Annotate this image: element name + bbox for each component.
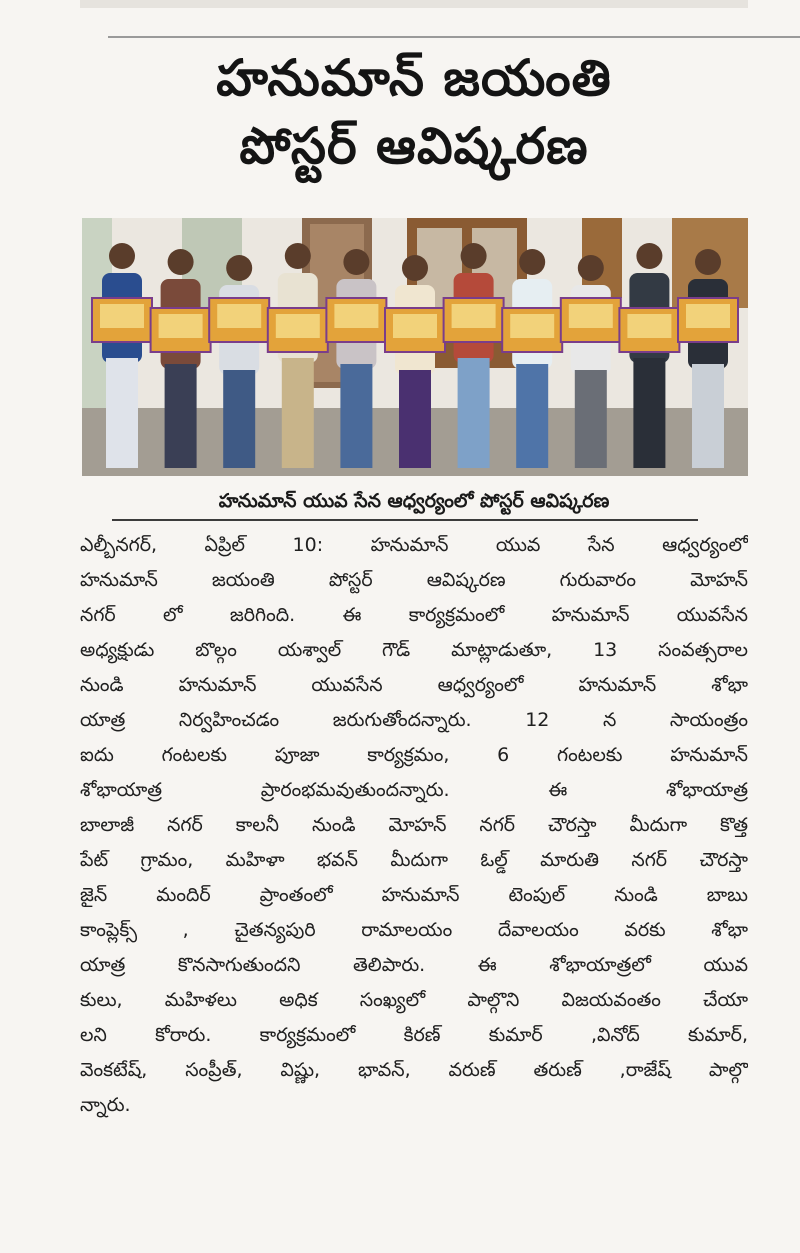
article-line: ఐదు గంటలకు పూజా కార్యక్రమం, 6 గంటలకు హనుమాన్ [80,744,748,766]
article-line: జైన్ మందిర్ ప్రాంతంలో హనుమాన్ టెంపుల్ నుండి బాబు [80,884,748,906]
article-line: హనుమాన్ జయంతి పోస్టర్ ఆవిష్కరణ గురువారం మోహన్ [80,569,748,591]
article-line: లని కోరారు. కార్యక్రమంలో కిరణ్ కుమార్ ,వినోద్ కుమార్, [80,1024,748,1046]
article-line: నుండి హనుమాన్ యువసేన ఆధ్వర్యంలో హనుమాన్ శోభా [80,674,748,696]
article-line: శోభాయాత్ర ప్రారంభమవుతుందన్నారు. ఈ శోభాయాత్ర [80,779,748,801]
article-line: కాంప్లెక్స్ , చైతన్యపురి రామాలయం దేవాలయం వరకు శోభా [80,919,748,941]
article-line: యాత్ర కొనసాగుతుందని తెలిపారు. ఈ శోభాయాత్రలో యువ [80,954,748,976]
headline-line-2: పోస్టర్ ఆవిష్కరణ [239,117,589,175]
article-line: యాత్ర నిర్వహించడం జరుగుతోందన్నారు. 12 న సాయంత్రం [80,709,748,731]
group-photo [82,218,748,476]
group-photo-icon [82,218,748,476]
article-line: కులు, మహిళలు అధిక సంఖ్యలో పాల్గొని విజయవంతం చేయా [80,989,748,1011]
caption-rule [112,519,698,521]
article-line: న్నారు. [80,1094,131,1116]
article-line: వెంకటేష్, సంప్రీత్, విష్ణు, భావన్, వరుణ్ తరుణ్ ,రాజేష్ పాల్గొ [80,1059,748,1081]
top-strip [80,0,748,8]
headline-line-1: హనుమాన్ జయంతి [216,49,612,107]
article-line: ఎల్బీనగర్, ఏప్రిల్ 10: హనుమాన్ యువ సేన ఆధ్వర్యంలో [80,534,748,556]
headline [80,44,748,180]
article-line: అధ్యక్షుడు బొల్గం యశ్వాల్ గౌడ్ మాట్లాడుతూ, 13 సంవత్సరాల [80,639,748,661]
article-body [80,528,748,1123]
article-line: పేట్ గ్రామం, మహిళా భవన్ మీదుగా ఓల్డ్ మారుతి నగర్ చౌరస్తా [80,849,748,871]
article-line: బాలాజీ నగర్ కాలనీ నుండి మోహన్ నగర్ చౌరస్తా మీదుగా కొత్త [80,814,748,836]
photo-caption: హనుమాన్ యువ సేన ఆధ్వర్యంలో పోస్టర్ ఆవిష్కరణ [218,490,610,512]
top-rule [108,36,800,38]
article-line: నగర్ లో జరిగింది. ఈ కార్యక్రమంలో హనుమాన్ యువసేన [80,604,748,626]
